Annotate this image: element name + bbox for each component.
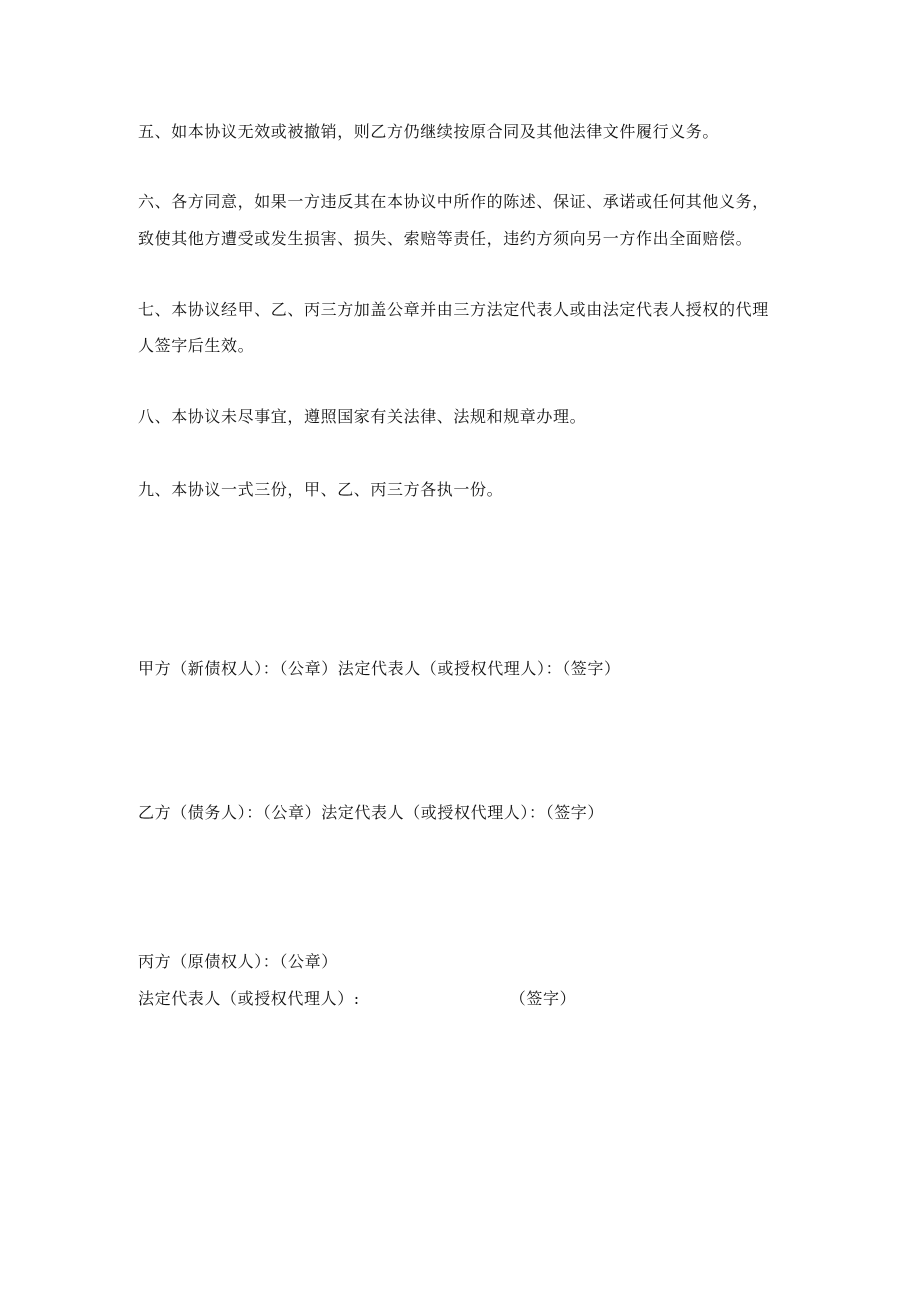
- clause-7-line-1: 七、本协议经甲、乙、丙三方加盖公章并由三方法定代表人或由法定代表人授权的代理: [138, 300, 769, 319]
- clause-8: 八、本协议未尽事宜，遵照国家有关法律、法规和规章办理。: [138, 407, 587, 426]
- party-c-representative-line: [138, 989, 576, 1009]
- clause-7-line-2: 人签字后生效。: [138, 336, 255, 355]
- party-c-representative-label: 法定代表人（或授权代理人）:: [138, 989, 360, 1008]
- party-b-signature-line: 乙方（债务人）：（公章）法定代表人（或授权代理人）：（签字）: [138, 803, 605, 822]
- clause-5: 五、如本协议无效或被撤销，则乙方仍继续按原合同及其他法律文件履行义务。: [138, 122, 720, 141]
- clause-6-line-1: 六、各方同意，如果一方违反其在本协议中所作的陈述、保证、承诺或任何其他义务，: [138, 192, 769, 211]
- clause-6-line-2: 致使其他方遭受或发生损害、损失、索赔等责任，违约方须向另一方作出全面赔偿。: [138, 229, 753, 248]
- party-c-seal-line: 丙方（原债权人）：（公章）: [138, 952, 338, 971]
- party-c-signature-label: （签字）: [509, 989, 577, 1008]
- party-a-signature-line: 甲方（新债权人）：（公章）法定代表人（或授权代理人）：（签字）: [138, 659, 621, 678]
- clause-9: 九、本协议一式三份，甲、乙、丙三方各执一份。: [138, 480, 504, 499]
